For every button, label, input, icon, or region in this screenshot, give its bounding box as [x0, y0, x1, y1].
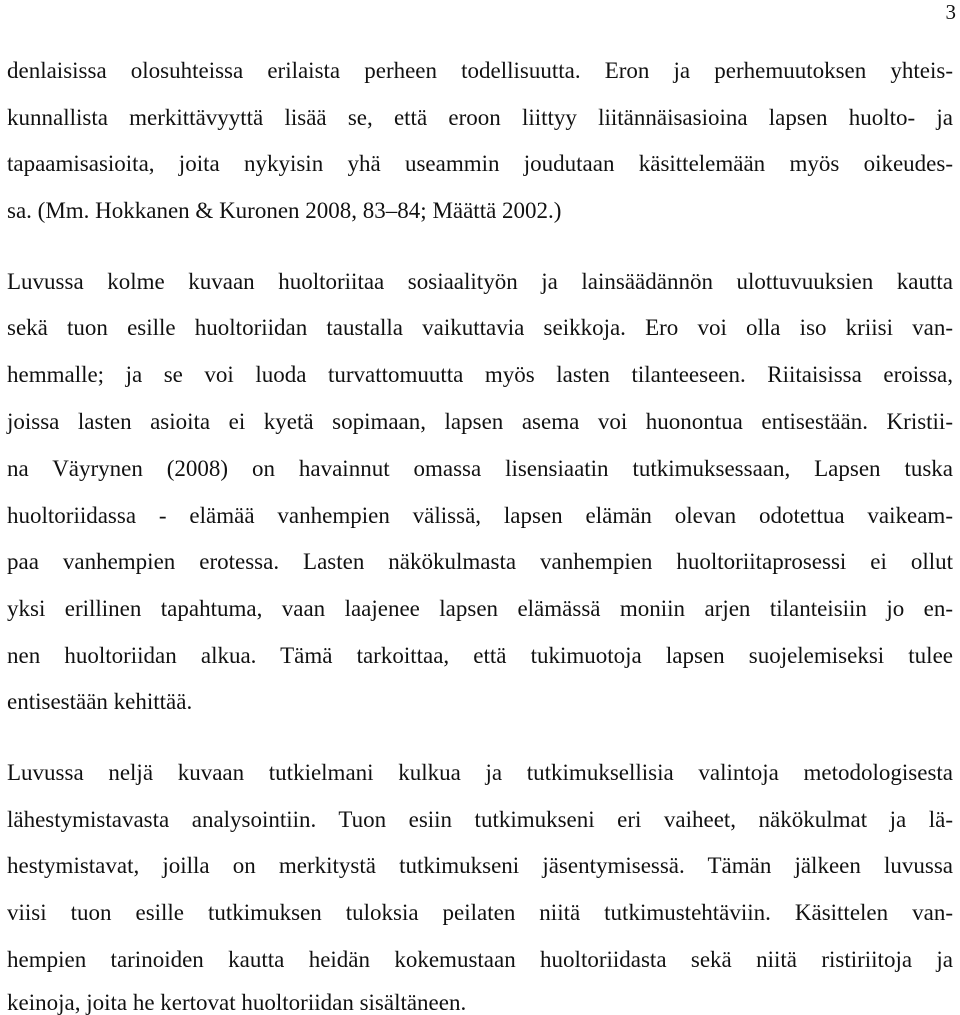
- text-line: entisestään kehittää.: [7, 689, 193, 714]
- text-line: Luvussa kolme kuvaan huoltoriitaa sosiaalityön ja lainsäädännön ulottuvuuksien kautta: [7, 269, 953, 294]
- text-line: sa. (Mm. Hokkanen & Kuronen 2008, 83–84; Määttä 2002.): [7, 198, 562, 223]
- text-line: joissa lasten asioita ei kyetä sopimaan, lapsen asema voi huonontua entisestään. Kristii-: [7, 409, 953, 434]
- text-line: hemmalle; ja se voi luoda turvattomuutta myös lasten tilanteeseen. Riitaisissa eroissa,: [7, 362, 953, 387]
- text-line: Luvussa neljä kuvaan tutkielmani kulkua ja tutkimuksellisia valintoja metodologisesta: [7, 760, 953, 785]
- text-line: kunnallista merkittävyyttä lisää se, että eroon liittyy liitännäisasioina lapsen huolto- ja: [7, 105, 953, 130]
- text-line: denlaisissa olosuhteissa erilaista perheen todellisuutta. Eron ja perhemuutoksen yhteis-: [7, 58, 953, 83]
- text-line: lähestymistavasta analysointiin. Tuon esiin tutkimukseni eri vaiheet, näkökulmat ja lä-: [7, 807, 953, 832]
- text-line: tapaamisasioita, joita nykyisin yhä useammin joudutaan käsittelemään myös oikeudes-: [7, 151, 953, 176]
- text-line: hestymistavat, joilla on merkitystä tutkimukseni jäsentymisessä. Tämän jälkeen luvussa: [7, 853, 953, 878]
- text-line: nen huoltoriidan alkua. Tämä tarkoittaa, että tukimuotoja lapsen suojelemiseksi tulee: [7, 643, 953, 668]
- text-line: na Väyrynen (2008) on havainnut omassa lisensiaatin tutkimuksessaan, Lapsen tuska: [7, 456, 953, 481]
- text-line: yksi erillinen tapahtuma, vaan laajenee lapsen elämässä moniin arjen tilanteisiin jo en-: [7, 596, 953, 621]
- page-number: 3: [945, 0, 956, 24]
- text-line: sekä tuon esille huoltoriidan taustalla vaikuttavia seikkoja. Ero voi olla iso kriisi van-: [7, 315, 953, 340]
- text-line: viisi tuon esille tutkimuksen tuloksia peilaten niitä tutkimustehtäviin. Käsittelen van-: [7, 900, 953, 925]
- text-line: hempien tarinoiden kautta heidän kokemustaan huoltoriidasta sekä niitä ristiriitoja ja: [7, 947, 953, 972]
- text-line: huoltoriidassa - elämää vanhempien välissä, lapsen elämän olevan odotettua vaikeam-: [7, 503, 953, 528]
- text-line: keinoja, joita he kertovat huoltoriidan sisältäneen.: [7, 990, 467, 1015]
- text-line: paa vanhempien erotessa. Lasten näkökulmasta vanhempien huoltoriitaprosessi ei ollut: [7, 549, 953, 574]
